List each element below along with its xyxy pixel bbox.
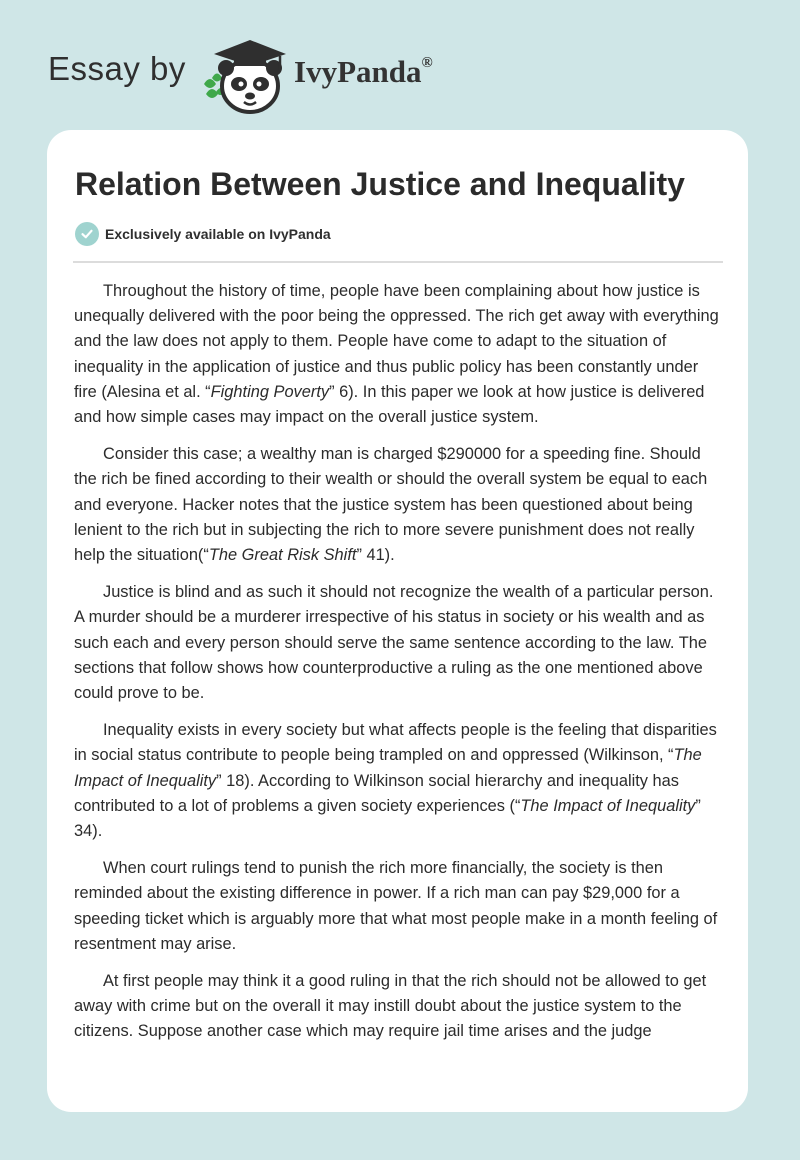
essay-paragraph — [74, 442, 724, 568]
essay-paragraph — [74, 718, 724, 844]
brand-label: IvyPanda — [294, 54, 422, 89]
page-title: Relation Between Justice and Inequality — [75, 166, 685, 202]
essay-paragraph — [74, 969, 724, 1045]
exclusive-badge — [75, 222, 331, 246]
paragraph-text: ” 41). — [356, 546, 395, 565]
essay-by-label: Essay by — [48, 50, 186, 87]
essay-card — [47, 130, 748, 1112]
paragraph-text: Justice is blind and as such it should not recognize the wealth of a particular person. A murder should be a murderer irrespective of his status in society or his wealth and as such each and every person should serve the same sentence according to the law. The sections that follow shows how counterproductive a ruling as the one mentioned above could prove to be. — [74, 583, 714, 703]
paragraph-text: ” 34). — [74, 796, 701, 841]
cited-title: The Great Risk Shift — [208, 546, 357, 565]
site-header — [0, 0, 800, 130]
paragraph-text: Inequality exists in every society but what affects people is the feeling that disparities in social status contribute to people being trampled on and oppressed (Wilkinson, “ — [74, 721, 717, 765]
essay-body — [74, 279, 724, 1057]
ivypanda-logo-icon — [200, 34, 292, 114]
check-icon — [75, 222, 99, 246]
cited-title: The Impact of Inequality — [74, 746, 702, 790]
essay-paragraph — [74, 856, 724, 957]
exclusive-badge-label: Exclusively available on IvyPanda — [105, 226, 331, 242]
essay-paragraph — [74, 279, 724, 430]
paragraph-text: ” 6). In this paper we look at how justice is delivered and how simple cases may impact on the overall justice system. — [74, 382, 705, 427]
divider — [73, 261, 723, 263]
registered-mark: ® — [421, 54, 433, 71]
cited-title: The Impact of Inequality — [520, 796, 696, 815]
brand-name[interactable] — [294, 54, 433, 90]
paragraph-text: Throughout the history of time, people have been complaining about how justice is unequally delivered with the poor being the oppressed. The rich get away with everything and the law does not apply to them. People have come to adapt to the situation of inequality in the application of justice and thus public policy has been constantly under fire (Alesina et al. “ — [74, 282, 719, 401]
paragraph-text: At first people may think it a good ruling in that the rich should not be allowed to get away with crime but on the overall it may instill doubt about the justice system to the citizens. Suppose another case which may require jail time arises and the judge — [74, 972, 707, 1041]
paragraph-text: When court rulings tend to punish the rich more financially, the society is then reminded about the existing difference in power. If a rich man can pay $29,000 for a speeding ticket which is arguably more that what most people make in a month feeling of resentment may arise. — [74, 859, 718, 953]
paragraph-text: ” 18). According to Wilkinson social hierarchy and inequality has contributed to a lot of problems a given society experiences (“ — [74, 771, 679, 815]
essay-paragraph — [74, 580, 724, 706]
paragraph-text: Consider this case; a wealthy man is charged $290000 for a speeding fine. Should the rich be fined according to their wealth or should the overall system be equal to each and everyone. Hacker notes that the justice system has been questioned about being lenient to the rich but in subjecting the rich to more severe punishment does not really help the situation(“ — [74, 445, 708, 565]
cited-title: Fighting Poverty — [210, 382, 330, 401]
